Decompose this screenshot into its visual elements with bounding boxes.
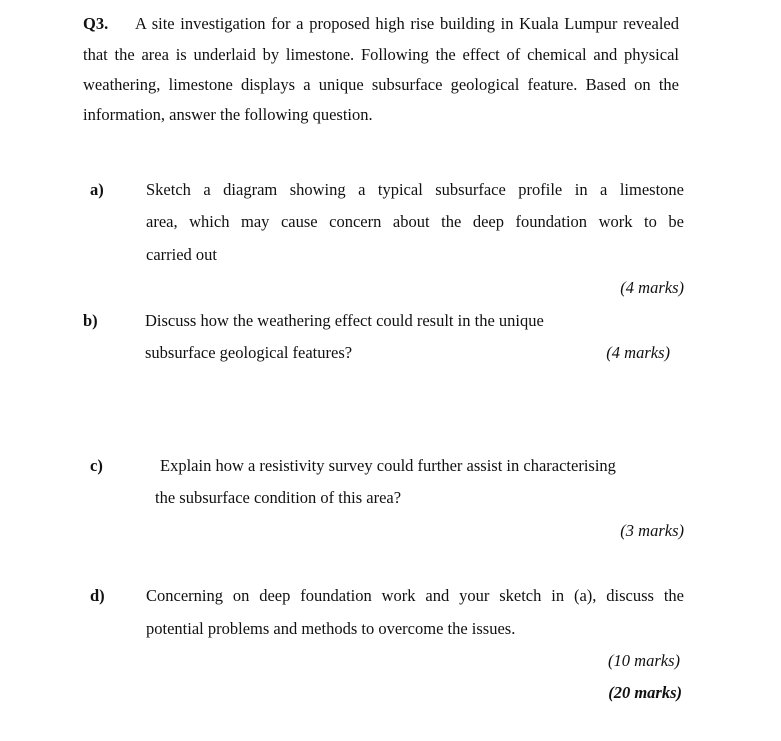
part-c-label: c) bbox=[90, 456, 103, 475]
question-intro-line-3: weathering, limestone displays a unique subsurface geological feature. Based on the bbox=[83, 75, 679, 94]
part-a-label: a) bbox=[90, 180, 104, 199]
question-intro-line-2: that the area is underlaid by limestone. Following the effect of chemical and physical bbox=[83, 45, 679, 64]
part-a-marks: (4 marks) bbox=[620, 278, 684, 297]
part-a-line-3: carried out bbox=[146, 245, 218, 264]
question-intro-line-4: information, answer the following question. bbox=[83, 105, 373, 124]
question-number: Q3. bbox=[83, 14, 109, 33]
part-c-line-2: the subsurface condition of this area? bbox=[155, 488, 402, 507]
part-c-marks: (3 marks) bbox=[620, 521, 684, 540]
part-b-marks: (4 marks) bbox=[606, 343, 670, 362]
part-b-line-2: subsurface geological features? bbox=[145, 343, 353, 362]
question-intro-line-1: A site investigation for a proposed high rise building in Kuala Lumpur revealed bbox=[135, 14, 679, 33]
part-b-line-1: Discuss how the weathering effect could result in the unique bbox=[145, 311, 544, 330]
part-d-label: d) bbox=[90, 586, 105, 605]
part-a-line-1: Sketch a diagram showing a typical subsurface profile in a limestone bbox=[146, 180, 684, 199]
part-b-label: b) bbox=[83, 311, 98, 330]
part-d-marks: (10 marks) bbox=[608, 651, 680, 670]
part-c-line-1: Explain how a resistivity survey could further assist in characterising bbox=[160, 456, 616, 475]
part-d-line-1: Concerning on deep foundation work and your sketch in (a), discuss the bbox=[146, 586, 684, 605]
part-a-line-2: area, which may cause concern about the deep foundation work to be bbox=[146, 212, 684, 231]
part-d-line-2: potential problems and methods to overcome the issues. bbox=[146, 619, 516, 638]
total-marks: (20 marks) bbox=[608, 683, 682, 702]
